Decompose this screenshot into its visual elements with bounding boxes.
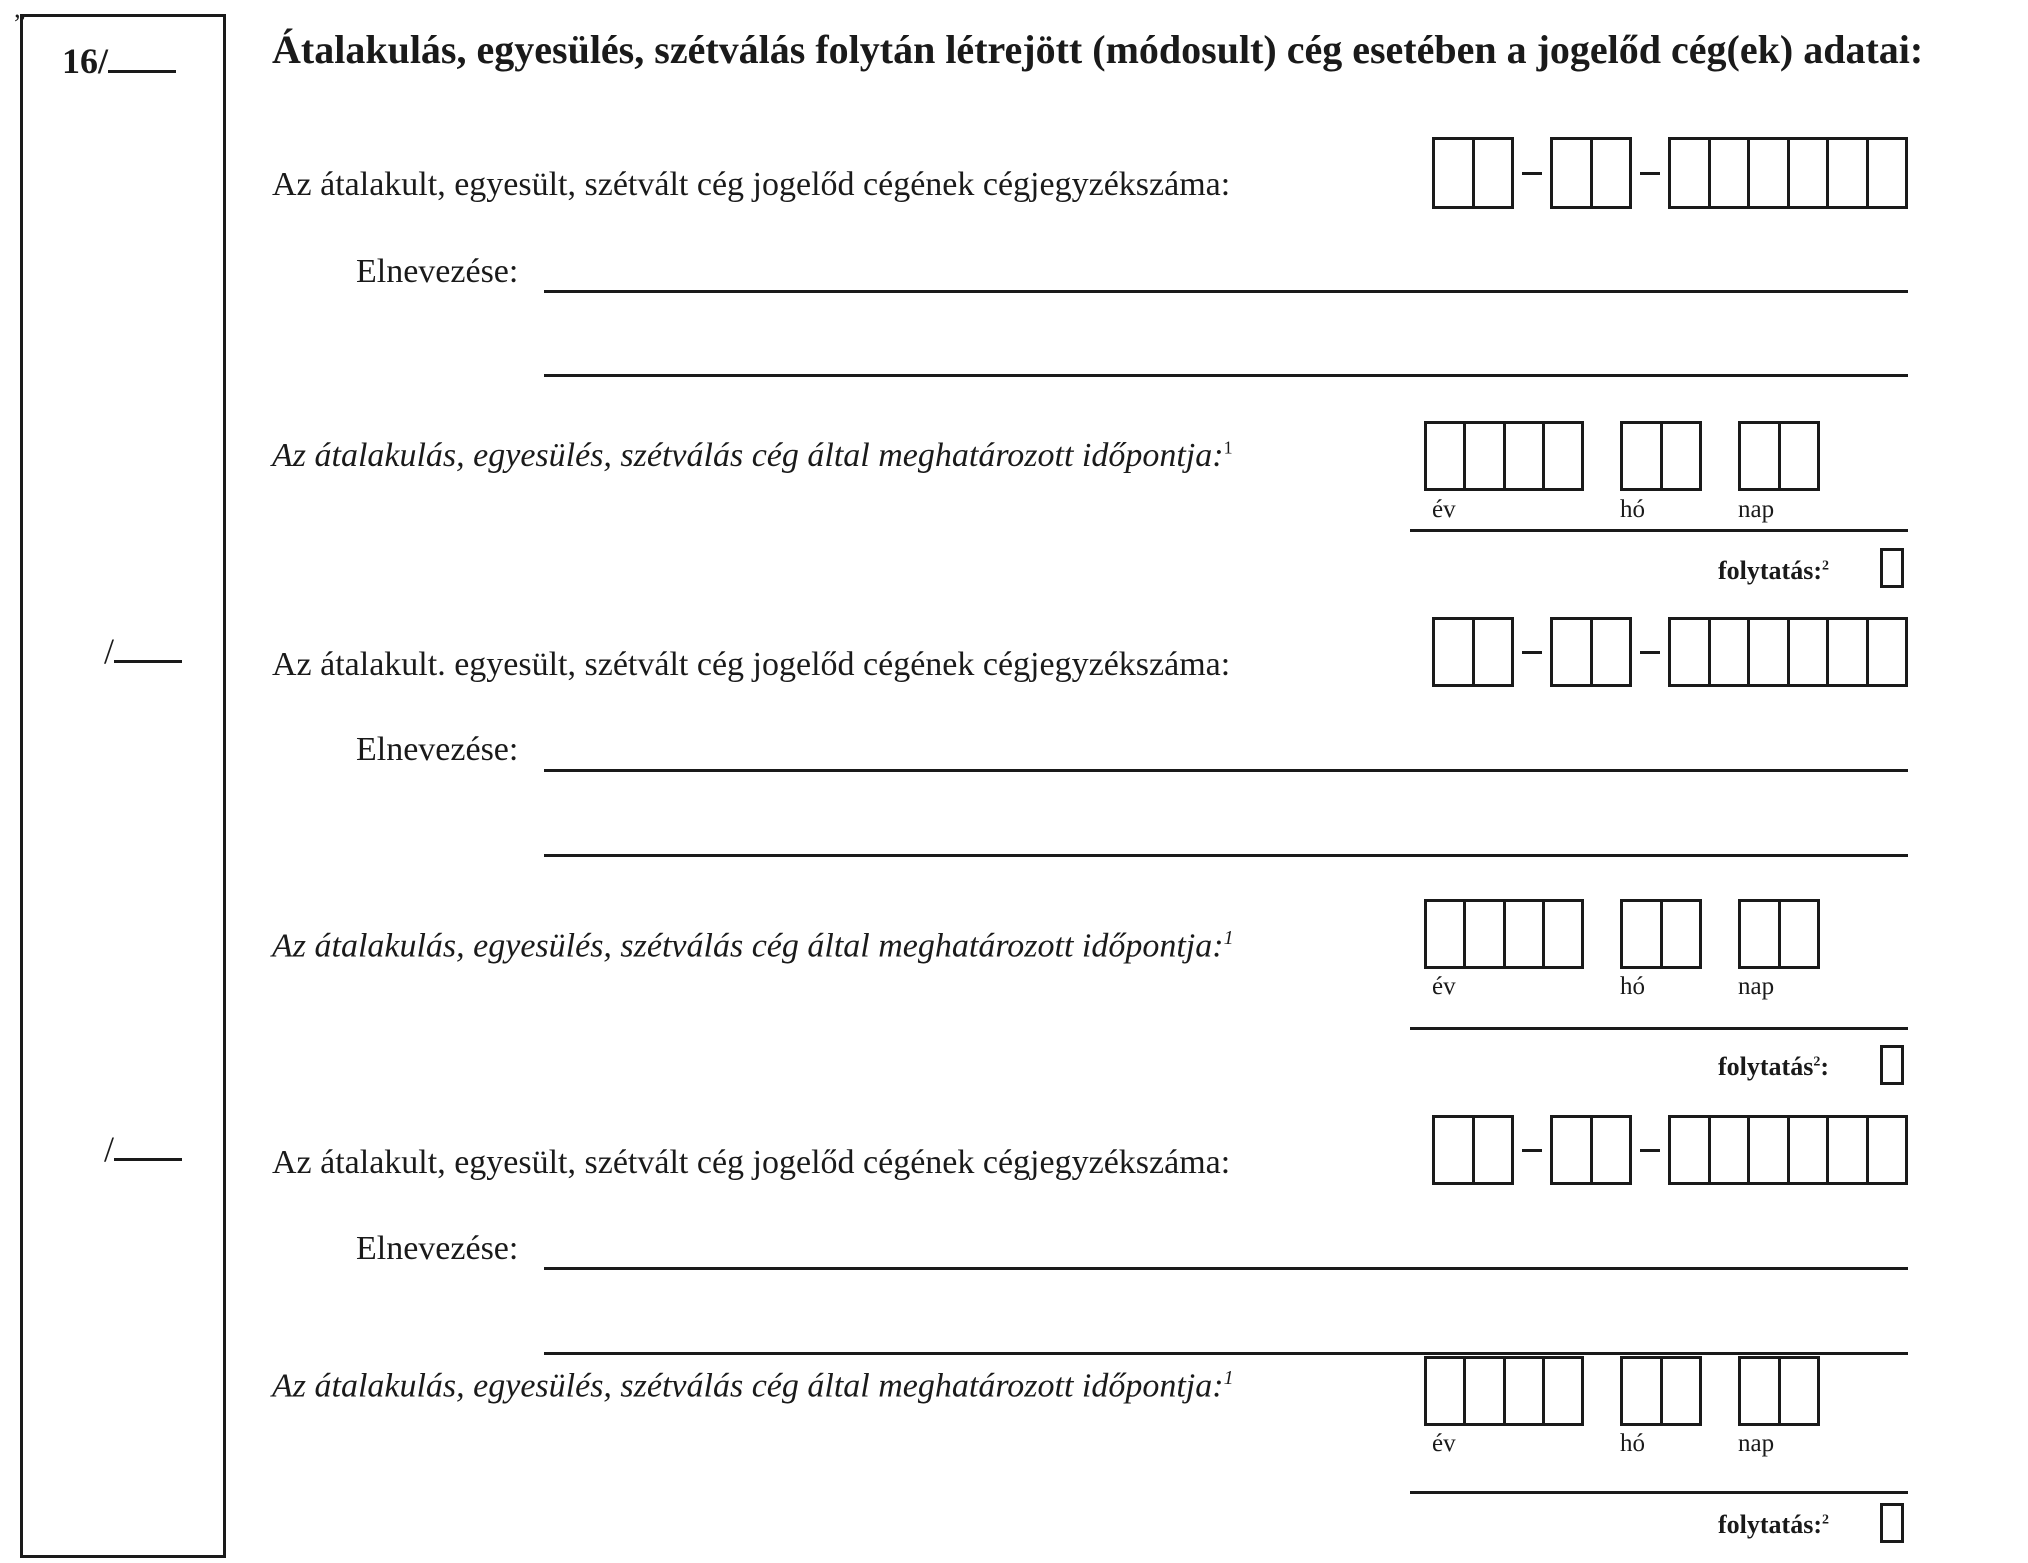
day-label: nap xyxy=(1738,1430,1775,1457)
day-label: nap xyxy=(1738,973,1775,1000)
year-label: év xyxy=(1432,1430,1456,1457)
continuation-ref-slash: / xyxy=(104,1129,115,1169)
regnum-serial-boxes[interactable] xyxy=(1668,1115,1908,1185)
regnum-court-boxes[interactable] xyxy=(1432,137,1514,209)
regnum-dash xyxy=(1522,651,1542,654)
day-boxes[interactable] xyxy=(1738,421,1820,491)
transformation-date-label: Az átalakulás, egyesülés, szétválás cég által meghatározott időpontja:$^1$ xyxy=(272,437,1233,474)
footnote-marker: 1 xyxy=(1223,927,1234,949)
date-underline xyxy=(1410,1491,1908,1494)
continuation-reference-1 xyxy=(104,630,182,672)
reference-sidebar xyxy=(20,14,226,1558)
company-name-line[interactable] xyxy=(544,769,1908,772)
company-name-line-2[interactable] xyxy=(544,854,1908,857)
regnum-form-boxes[interactable] xyxy=(1550,617,1632,687)
month-boxes[interactable] xyxy=(1620,421,1702,491)
section-subnumber-blank[interactable] xyxy=(108,40,176,73)
footnote-marker: 2 xyxy=(1821,1512,1829,1528)
opening-quote-mark: „ xyxy=(14,0,26,23)
month-label: hó xyxy=(1620,496,1645,523)
day-label: nap xyxy=(1738,496,1775,523)
regnum-dash xyxy=(1522,172,1542,175)
year-boxes[interactable] xyxy=(1424,899,1584,969)
registration-number-label: Az átalakult. egyesült, szétvált cég jogelőd cégének cégjegyzékszáma: xyxy=(272,646,1231,683)
date-underline xyxy=(1410,1027,1908,1030)
regnum-court-boxes[interactable] xyxy=(1432,617,1514,687)
company-name-line-2[interactable] xyxy=(544,374,1908,377)
transformation-date-label: Az átalakulás, egyesülés, szétválás cég által meghatározott időpontja:$^1$ xyxy=(272,1367,1234,1405)
registration-number-label: Az átalakult, egyesült, szétvált cég jogelőd cégének cégjegyzékszáma: xyxy=(272,1144,1231,1181)
date-underline xyxy=(1410,529,1908,532)
company-name-line[interactable] xyxy=(544,290,1908,293)
month-boxes[interactable] xyxy=(1620,899,1702,969)
continuation-reference-2 xyxy=(104,1128,182,1170)
year-boxes[interactable] xyxy=(1424,1356,1584,1426)
continuation-checkbox[interactable] xyxy=(1880,548,1904,588)
continuation-checkbox[interactable] xyxy=(1880,1503,1904,1543)
regnum-dash xyxy=(1522,1149,1542,1152)
continuation-label: folytatás:$^2$ xyxy=(1718,1510,1829,1539)
section-number: 16/ xyxy=(62,41,109,81)
footnote-marker: 2 xyxy=(1813,1054,1821,1070)
continuation-checkbox[interactable] xyxy=(1880,1045,1904,1085)
month-boxes[interactable] xyxy=(1620,1356,1702,1426)
regnum-form-boxes[interactable] xyxy=(1550,1115,1632,1185)
transformation-date-label: Az átalakulás, egyesülés, szétválás cég által meghatározott időpontja:$^1$ xyxy=(272,927,1234,965)
company-name-label: Elnevezése: xyxy=(356,731,519,768)
company-name-line[interactable] xyxy=(544,1267,1908,1270)
footnote-marker: 1 xyxy=(1223,437,1233,458)
footnote-marker: 2 xyxy=(1821,558,1829,574)
regnum-court-boxes[interactable] xyxy=(1432,1115,1514,1185)
section-title: Átalakulás, egyesülés, szétválás folytán létrejött (módosult) cég esetében a jogelőd cég(ek) adatai: xyxy=(272,27,1924,72)
month-label: hó xyxy=(1620,973,1645,1000)
registration-number-label: Az átalakult, egyesült, szétvált cég jogelőd cégének cégjegyzékszáma: xyxy=(272,166,1231,203)
regnum-serial-boxes[interactable] xyxy=(1668,617,1908,687)
regnum-dash xyxy=(1640,172,1660,175)
year-label: év xyxy=(1432,973,1456,1000)
continuation-ref-blank[interactable] xyxy=(114,1128,182,1161)
regnum-dash xyxy=(1640,1149,1660,1152)
continuation-label: folytatás$^2$: xyxy=(1718,1052,1829,1081)
company-name-line-2[interactable] xyxy=(544,1352,1908,1355)
footnote-marker: 1 xyxy=(1223,1367,1234,1389)
regnum-serial-boxes[interactable] xyxy=(1668,137,1908,209)
continuation-ref-blank[interactable] xyxy=(114,630,182,663)
regnum-dash xyxy=(1640,651,1660,654)
regnum-form-boxes[interactable] xyxy=(1550,137,1632,209)
month-label: hó xyxy=(1620,1430,1645,1457)
company-name-label: Elnevezése: xyxy=(356,1230,519,1267)
section-reference-number xyxy=(62,40,176,82)
day-boxes[interactable] xyxy=(1738,1356,1820,1426)
company-name-label: Elnevezése: xyxy=(356,253,519,290)
year-boxes[interactable] xyxy=(1424,421,1584,491)
day-boxes[interactable] xyxy=(1738,899,1820,969)
continuation-label: folytatás:$^2$ xyxy=(1718,556,1829,585)
year-label: év xyxy=(1432,496,1456,523)
continuation-ref-slash: / xyxy=(104,631,115,671)
